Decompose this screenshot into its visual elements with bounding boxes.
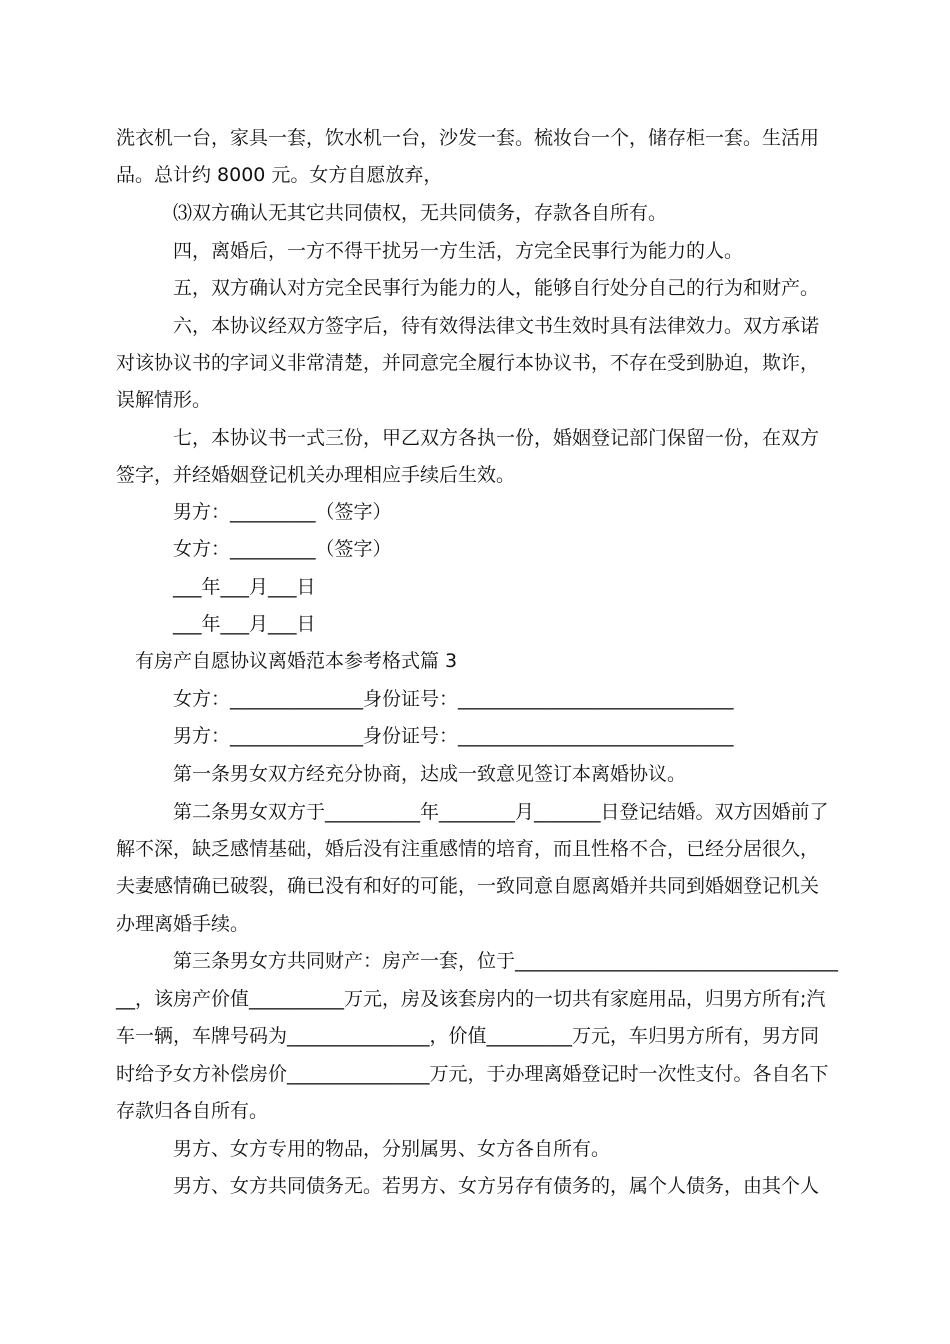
text-line: 第三条男女方共同财产：房产一套，位于__________________________________: [173, 950, 839, 972]
text-line: ⑶双方确认无其它共同债权，无共同债务，存款各自所有。: [173, 202, 668, 224]
text-line: 四，离婚后，一方不得干扰另一方生活，方完全民事行为能力的人。: [173, 240, 744, 262]
section-title: 有房产自愿协议离婚范本参考格式篇 3: [135, 650, 458, 672]
text-line: 存款归各自所有。: [116, 1100, 269, 1122]
text-line: 时给予女方补偿房价_______________万元，于办理离婚登记时一次性支付。各自名下: [116, 1063, 829, 1085]
text-line: 车一辆，车牌号码为_______________，价值_________万元，车归男方所有，男方同: [116, 1025, 820, 1047]
date-line: ___年___月___日: [173, 613, 316, 635]
text-line: 洗衣机一台，家具一套，饮水机一台，沙发一套。梳妆台一个，储存柜一套。生活用: [116, 127, 820, 149]
text-line: 第二条男女双方于__________年________月_______日登记结婚。双方因婚前了: [173, 801, 829, 823]
text-line: 误解情形。: [116, 389, 212, 411]
text-line: 解不深，缺乏感情基础，婚后没有注重感情的培育，而且性格不合，已经分居很久，: [116, 838, 820, 860]
signature-line-female: 女方：_________（签字）: [173, 538, 392, 560]
text-line: 办理离婚手续。: [116, 913, 250, 935]
date-line: ___年___月___日: [173, 576, 316, 598]
text-line: 七，本协议书一式三份，甲乙双方各执一份，婚姻登记部门保留一份，在双方: [173, 427, 820, 449]
text-line: __，该房产价值__________万元，房及该套房内的一切共有家庭用品，归男方所有;汽: [116, 988, 826, 1010]
party-line-female: 女方：______________身份证号：_____________________________: [173, 688, 734, 710]
text-line: 六，本协议经双方签字后，待有效得法律文书生效时具有法律效力。双方承诺: [173, 315, 820, 337]
text-line: 男方、女方专用的物品，分别属男、女方各自所有。: [173, 1138, 611, 1160]
text-line: 对该协议书的字词义非常清楚，并同意完全履行本协议书，不存在受到胁迫，欺诈，: [116, 352, 820, 374]
signature-line-male: 男方：_________（签字）: [173, 501, 392, 523]
text-line: 夫妻感情确已破裂，确已没有和好的可能，一致同意自愿离婚并共同到婚姻登记机关: [116, 875, 820, 897]
text-line: 签字，并经婚姻登记机关办理相应手续后生效。: [116, 464, 516, 486]
party-line-male: 男方：______________身份证号：_____________________________: [173, 725, 734, 747]
text-line: 品。总计约 8000 元。女方自愿放弃，: [116, 164, 443, 186]
text-line: 第一条男女双方经充分协商，达成一致意见签订本离婚协议。: [173, 763, 687, 785]
text-line: 五，双方确认对方完全民事行为能力的人，能够自行处分自己的行为和财产。: [173, 277, 820, 299]
text-line: 男方、女方共同债务无。若男方、女方另存有债务的，属个人债务，由其个人: [173, 1175, 820, 1197]
